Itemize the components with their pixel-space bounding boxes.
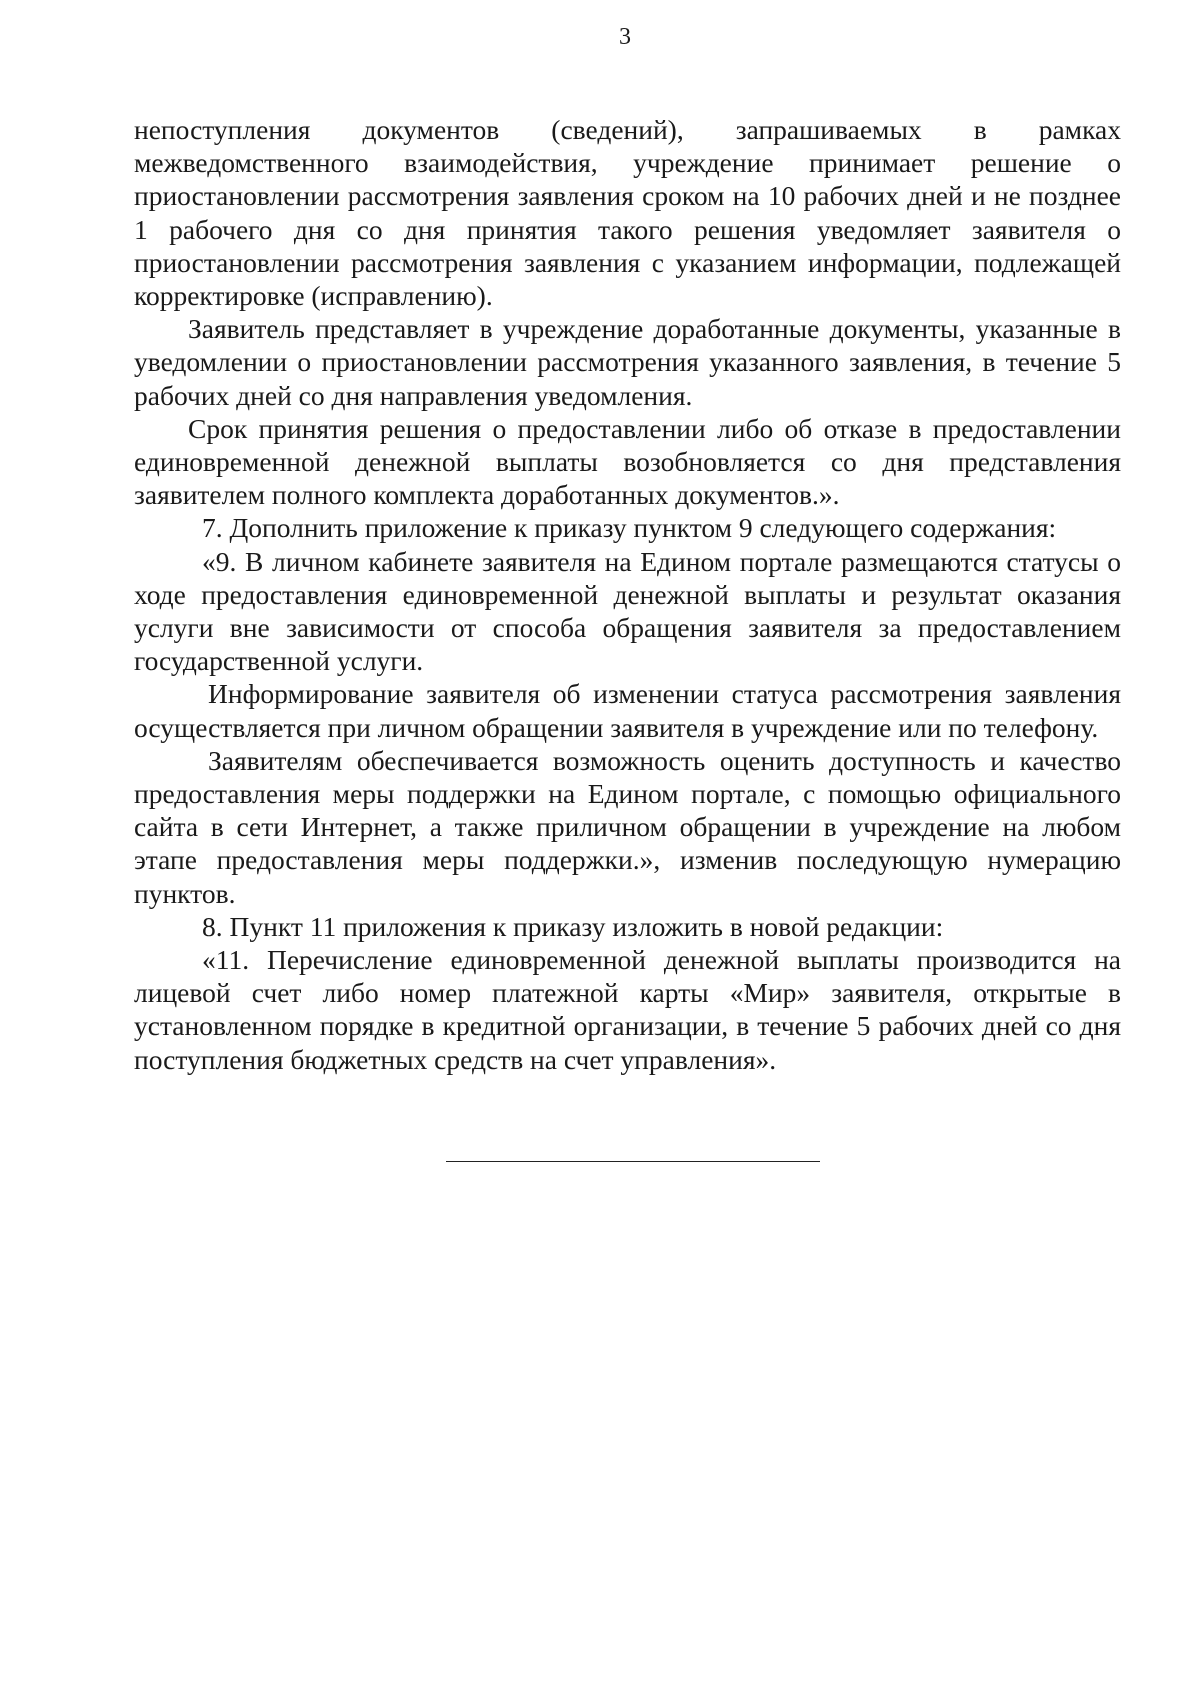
paragraph-continuation: непоступления документов (сведений), запрашиваемых в рамках межведомственного взаимодействия, учреждение принимает решение о приостановлении рассмотрения заявления сроком на 10 рабочих дней и не позднее 1 рабочего дня со дня принятия такого решения уведомляет заявителя о приостановлении рассмотрения заявления с указанием информации, подлежащей корректировке (исправлению). <box>134 114 1121 312</box>
paragraph-informing: Информирование заявителя об изменении статуса рассмотрения заявления осуществляется при личном обращении заявителя в учреждение или по телефону. <box>134 678 1121 743</box>
paragraph-point-11: «11. Перечисление единовременной денежной выплаты производится на лицевой счет либо номер платежной карты «Мир» заявителя, открытые в установленном порядке в кредитной организации, в течение 5 рабочих дней со дня поступления бюджетных средств на счет управления». <box>134 944 1121 1075</box>
paragraph-item-8: 8. Пункт 11 приложения к приказу изложить в новой редакции: <box>202 910 944 942</box>
paragraph-item-7: 7. Дополнить приложение к приказу пунктом 9 следующего содержания: <box>202 512 1057 544</box>
paragraph-quality-assessment: Заявителям обеспечивается возможность оценить доступность и качество предоставления меры поддержки на Едином портале, с помощью официального сайта в сети Интернет, а также приличном обращении в учреждение на любом этапе предоставления меры поддержки.», изменив последующую нумерацию пунктов. <box>134 744 1121 909</box>
paragraph-decision-term: Срок принятия решения о предоставлении либо об отказе в предоставлении единовременной денежной выплаты возобновляется со дня представления заявителем полного комплекта доработанных документов.». <box>134 412 1121 511</box>
page-number: 3 <box>619 24 631 50</box>
paragraph-point-9: «9. В личном кабинете заявителя на Едином портале размещаются статусы о ходе предоставления единовременной денежной выплаты и результат оказания услуги вне зависимости от способа обращения заявителя за предоставлением государственной услуги. <box>134 545 1121 677</box>
closing-divider <box>446 1161 820 1162</box>
document-body <box>134 113 1121 1076</box>
paragraph-applicant-documents: Заявитель представляет в учреждение доработанные документы, указанные в уведомлении о приостановлении рассмотрения указанного заявления, в течение 5 рабочих дней со дня направления уведомления. <box>134 313 1121 411</box>
